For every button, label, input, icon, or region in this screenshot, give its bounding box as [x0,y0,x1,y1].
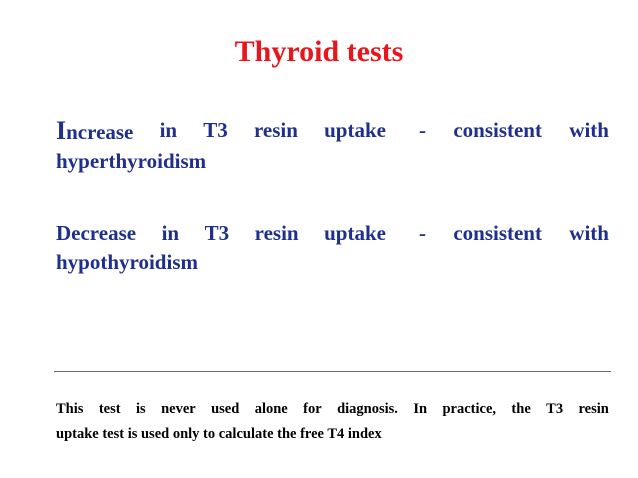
statement-increase-dash: - [419,118,426,142]
divider-line [54,371,611,372]
footnote-word: alone [254,401,288,417]
statement-decrease-line2: hypothyroidism [56,250,198,274]
statement-decrease-tail [419,219,609,248]
footnote-word: is [135,401,146,417]
statement-increase-word-7: with [569,118,609,142]
footnote-word: for [303,401,322,417]
statement-decrease-word-7: with [569,221,609,245]
statement-increase-lead [56,116,386,147]
statement-decrease-word-3: T3 [204,221,230,245]
footnote-word: never [161,401,196,417]
footnote-word: diagnosis. [337,401,398,417]
footnote-word: practice, [442,401,497,417]
footnote [56,397,609,447]
statement-increase [56,116,609,176]
statement-increase-word-5: uptake [324,118,386,142]
footnote-word: used [211,401,240,417]
statement-decrease [56,219,609,277]
statement-decrease-word-2: in [161,221,180,245]
statement-decrease-word-1: Decrease [56,221,137,245]
statement-increase-word-6: consistent [453,118,542,142]
statement-decrease-lead [56,219,386,248]
drop-cap-letter: I [56,116,67,145]
footnote-word: resin [578,401,609,417]
statement-decrease-word-4: resin [254,221,299,245]
statement-decrease-line1 [56,219,609,248]
statement-increase-word-3: T3 [203,118,228,142]
footnote-line1 [56,397,609,422]
statement-decrease-word-6: consistent [453,221,542,245]
footnote-word: This [56,401,84,417]
statement-decrease-dash: - [419,221,426,245]
footnote-line2: uptake test is used only to calculate the free T4 index [56,426,382,442]
statement-increase-word-1: Increase [56,116,134,145]
statement-increase-line2: hyperthyroidism [56,149,207,173]
statement-increase-tail [419,116,609,147]
slide-title: Thyroid tests [234,35,404,68]
footnote-word: the [511,401,531,417]
statement-increase-line1 [56,116,609,147]
statement-decrease-word-5: uptake [324,221,386,245]
footnote-word: T3 [546,401,564,417]
statement-increase-word-4: resin [253,118,298,142]
footnote-word: test [98,401,121,417]
footnote-word: In [413,401,428,417]
statement-increase-word-2: in [159,118,178,142]
